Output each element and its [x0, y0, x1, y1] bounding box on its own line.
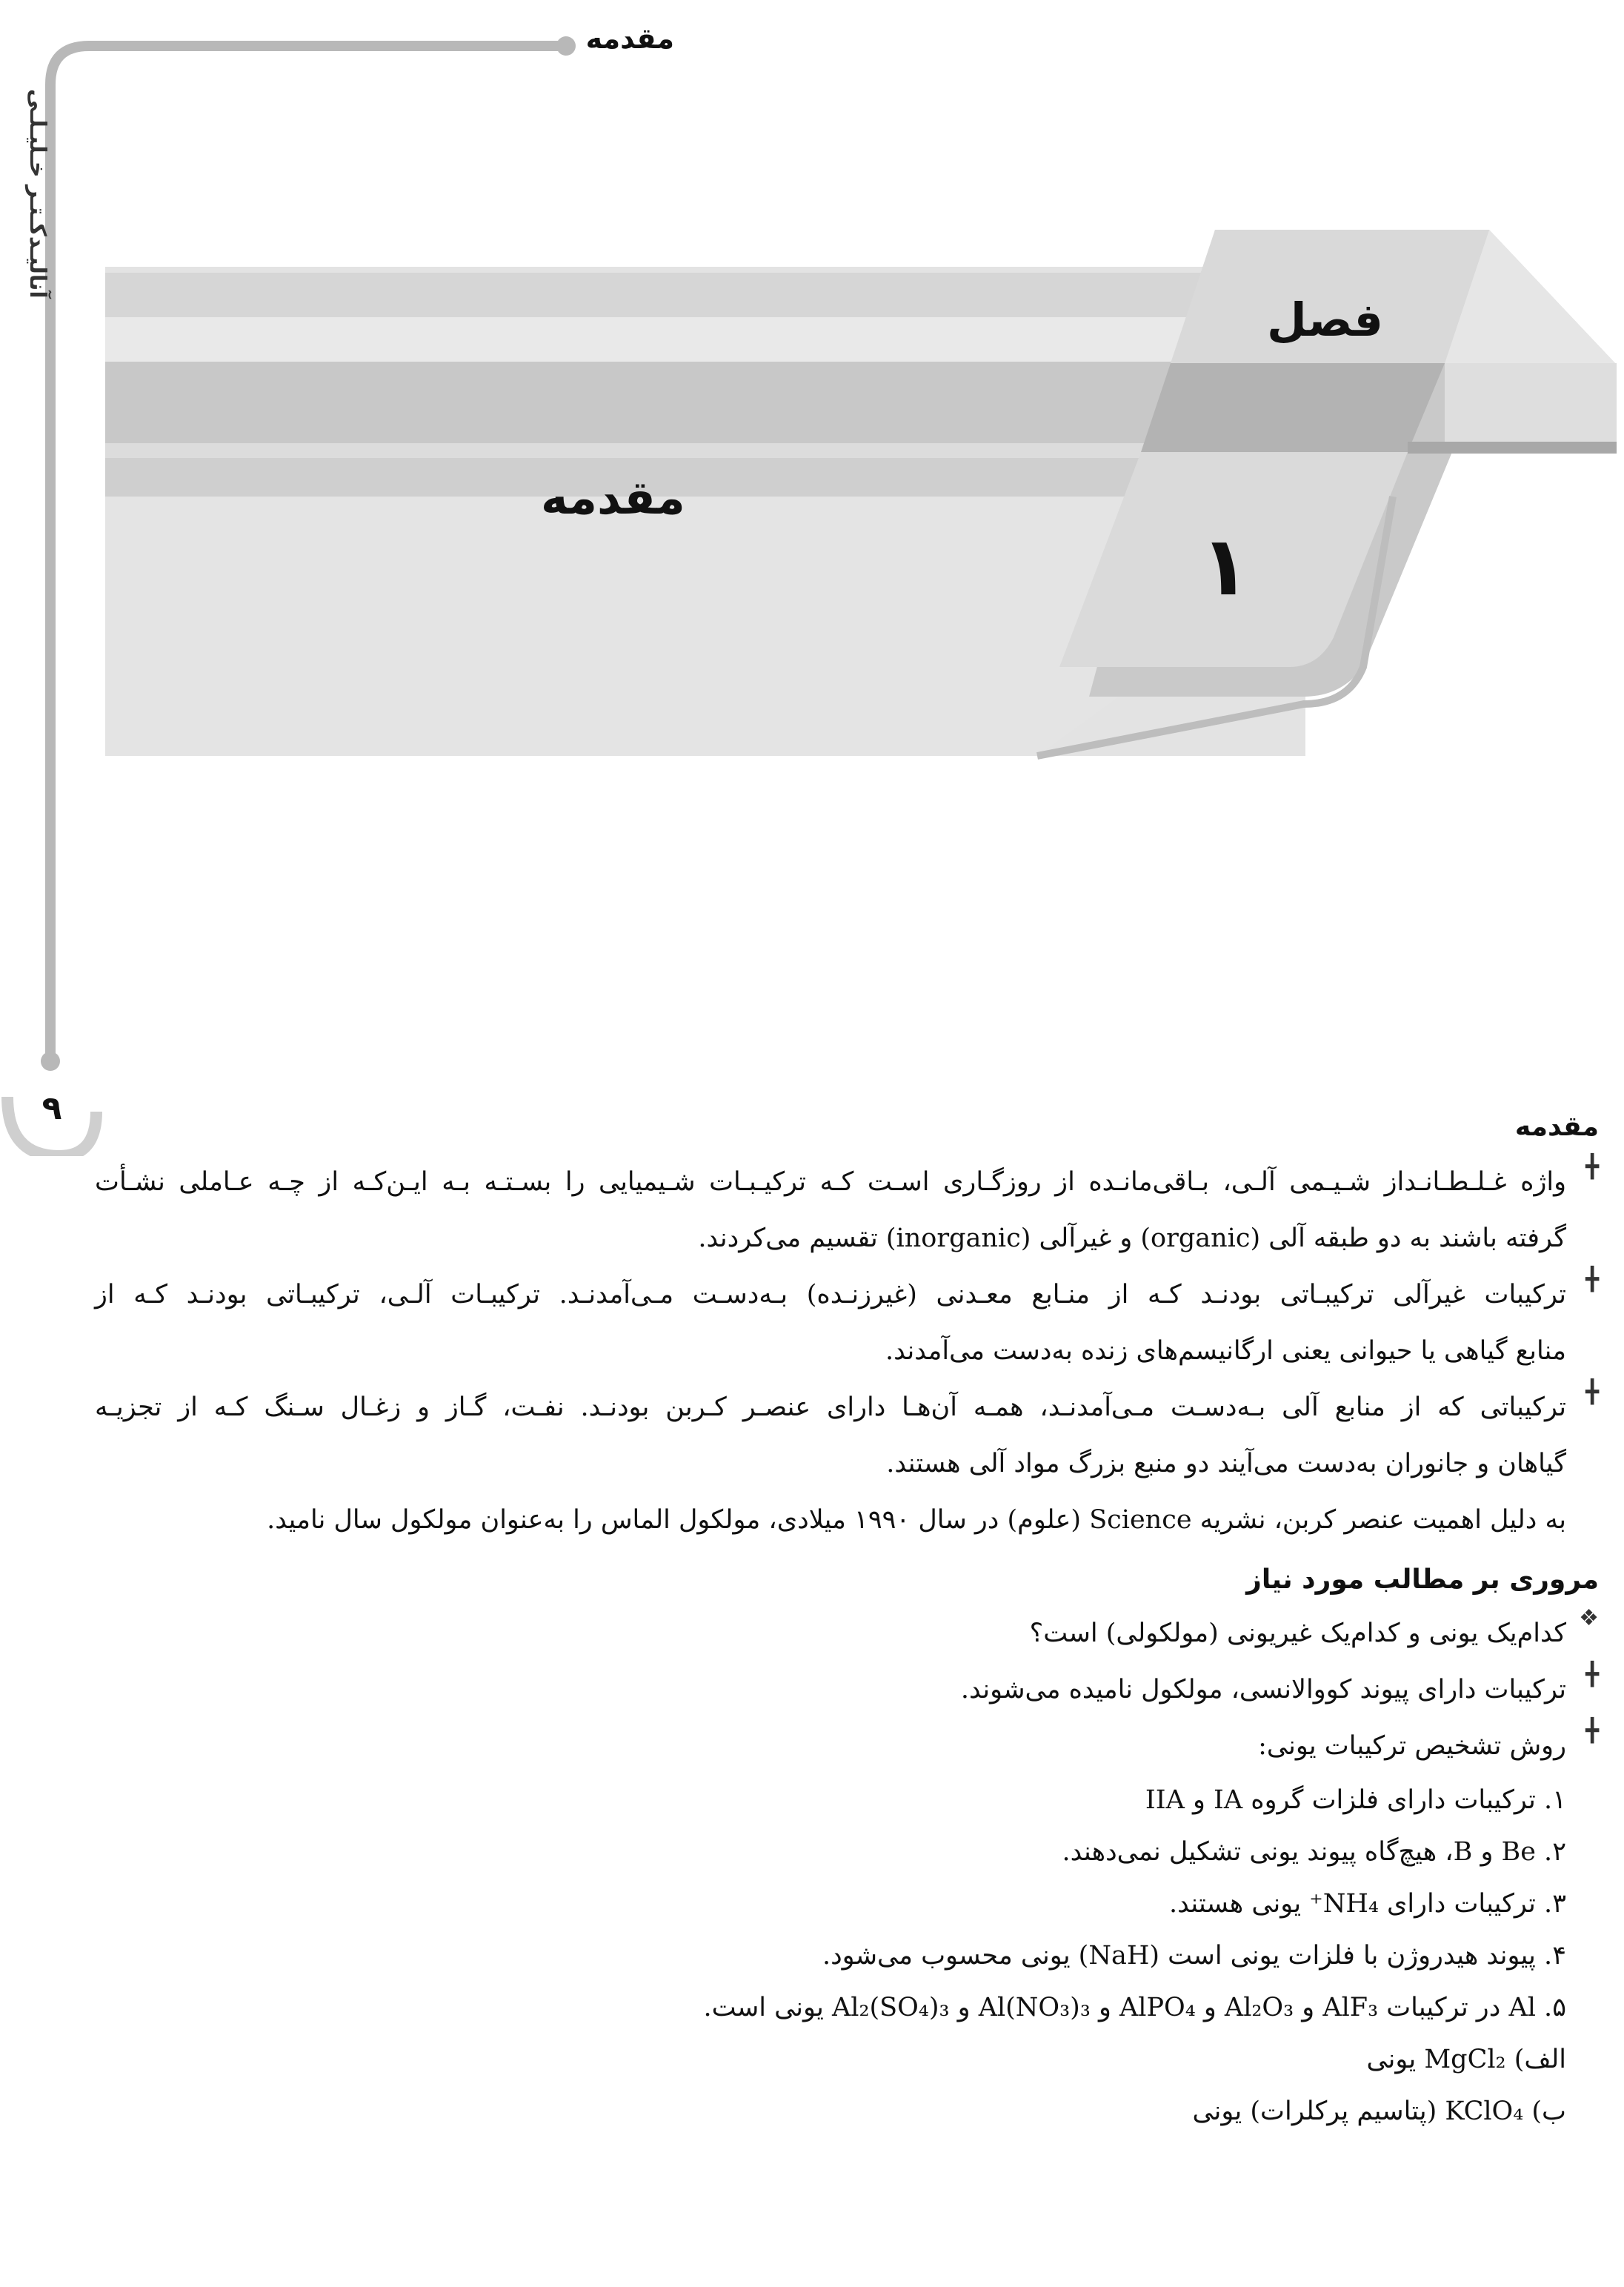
question-text: کدام‌یک یونی و کدام‌یک غیریونی (مولکولی) است؟	[1029, 1619, 1566, 1648]
chapter-number: ۱	[1200, 519, 1251, 614]
bullet-line: واژه غـلـطـانـداز شـیـمی آلـی، بـاقی‌مانـده از روزگـاری اسـت کـه ترکیـبـات شـیمیایی را بسـتـه بـه ایـن‌کـه از چـه عـاملی نشـأت	[95, 1167, 1566, 1197]
chapter-label: فصل	[1267, 293, 1384, 347]
bullet-line: ترکیبات غیرآلی ترکیبـاتی بودنـد کـه از منـابع معـدنی (غیرزنـده) بـه‌دسـت مـی‌آمدنـد. ترکیبـات آلـی، ترکیبـاتی بودنـد کـه از	[95, 1280, 1566, 1310]
bullet-line: منابع گیاهی یا حیوانی یعنی ارگانیسم‌های زنده به‌دست می‌آمدند.	[885, 1336, 1566, 1366]
example-item: الف) MgCl₂ یونی	[1366, 2045, 1566, 2074]
covalent-text: ترکیبات دارای پیوند کووالانسی، مولکول نامیده می‌شوند.	[960, 1675, 1566, 1705]
diamond-bullet-icon: ❖	[1579, 1605, 1599, 1631]
bullet-line: ترکیباتی که از منابع آلی بـه‌دسـت مـی‌آمدنـد، همـه آن‌هـا دارای عنصـر کـربن بودنـد. نفـت، گـاز و زغـال سـنگ کـه از تجزیـه	[95, 1393, 1566, 1422]
pin-bullet-icon: ╋	[1585, 1379, 1599, 1405]
rule-item: ۳. ترکیبات دارای NH₄⁺ یونی هستند.	[1168, 1889, 1566, 1919]
chapter-title: مقدمه	[541, 471, 685, 525]
science-note: به دلیل اهمیت عنصر کربن، نشریه Science (علوم) در سال ۱۹۹۰ میلادی، مولکول الماس را به‌عنوان مولکول سال نامید.	[267, 1505, 1566, 1535]
pin-bullet-icon: ╋	[1585, 1267, 1599, 1292]
running-header-title: مقدمه	[585, 22, 674, 55]
bullet-line: گیاهان و جانوران به‌دست می‌آیند دو منبع بزرگ مواد آلی هستند.	[886, 1449, 1566, 1478]
pin-bullet-icon: ╋	[1585, 1154, 1599, 1180]
method-text: روش تشخیص ترکیبات یونی:	[1258, 1731, 1566, 1761]
intro-bullet	[95, 1379, 1599, 1492]
method-title	[95, 1718, 1599, 1774]
intro-heading: مقدمه	[1514, 1112, 1599, 1142]
rule-item: ۲. Be و B، هیچ‌گاه پیوند یونی تشکیل نمی‌دهند.	[1062, 1837, 1566, 1867]
intro-bullet	[95, 1267, 1599, 1379]
side-author-label: آنالیـدکـتـر خـلیـلـی	[24, 89, 50, 299]
rule-item: ۴. پیوند هیدروژن با فلزات یونی است (NaH) یونی محسوب می‌شود.	[822, 1941, 1566, 1971]
review-heading: مروری بر مطالب مورد نیاز	[1246, 1564, 1599, 1595]
pin-bullet-icon: ╋	[1585, 1662, 1599, 1687]
rule-item: ۱. ترکیبات دارای فلزات گروه IA و IIA	[1145, 1785, 1566, 1815]
example-item: ب) KClO₄ (پتاسیم پرکلرات) یونی	[1192, 2097, 1566, 2126]
rule-item: ۵. Al در ترکیبات AlF₃ و Al₂O₃ و AlPO₄ و Al(NO₃)₃ و Al₂(SO₄)₃ یونی است.	[703, 1993, 1566, 2022]
page-body	[95, 1112, 1599, 2137]
covalent-note	[95, 1662, 1599, 1718]
bullet-line: گرفته باشند به دو طبقه آلی (organic) و غیرآلی (inorganic) تقسیم می‌کردند.	[698, 1224, 1566, 1253]
intro-bullet	[95, 1154, 1599, 1267]
pin-bullet-icon: ╋	[1585, 1718, 1599, 1744]
review-question	[95, 1605, 1599, 1662]
page-number: ۹	[41, 1089, 62, 1127]
